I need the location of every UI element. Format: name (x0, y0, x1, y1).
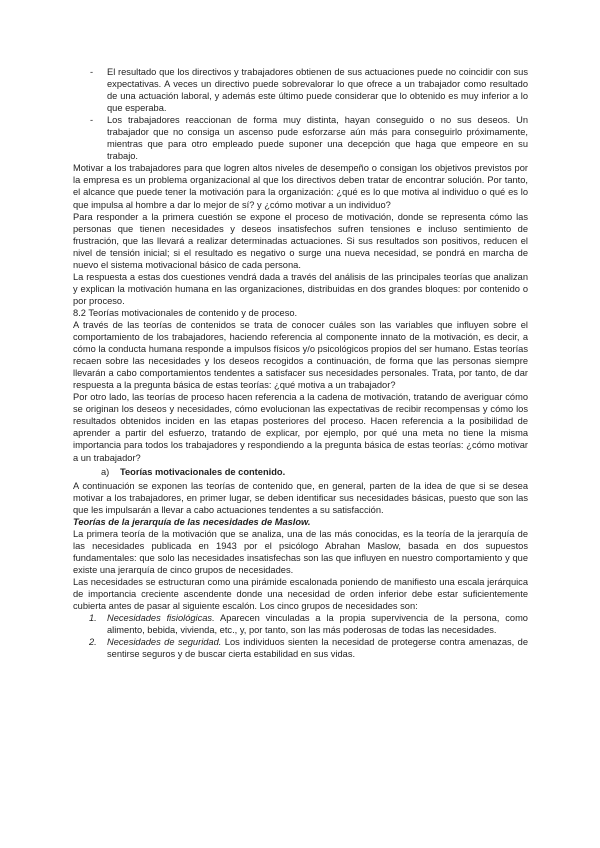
subsection-marker: a) (101, 466, 110, 477)
needs-item-term: Necesidades fisiológicas. (107, 613, 215, 624)
paragraph-motivation-process: Para responder a la primera cuestión se expone el proceso de motivación, donde se representa cómo las personas que tienen necesidades y deseos insatisfechos sufren tensiones e incluso sentimiento de frustración, que las llevará a realizar determinadas actuaciones. Si sus resultados son positivos, reducen el nivel de tensión inicial; si el resultado es negativo o surge una nueva necesidad, se pondrá en marcha de nuevo el sistema motivacional básico de cada persona. (73, 211, 528, 270)
paragraph-process-theories: Por otro lado, las teorías de proceso hacen referencia a la cadena de motivación, tratando de averiguar cómo se originan los deseos y necesidades, cómo evolucionan las expectativas de recibir recompensas y cómo los resultados obtenidos inciden en las etapas posteriores del proceso. Hacen referencia a la posibilidad de aprender a partir del esfuerzo, tratando de explicar, por ejemplo, por qué una meta no tiene la misma importancia para todos los trabajadores y respondiendo a la pregunta básica de estas teorías: ¿cómo motivar a un trabajador? (73, 392, 528, 463)
subsection-title: Teorías motivacionales de contenido. (120, 466, 286, 477)
needs-item-text: Aparecen vinculadas a la propia supervivencia de la persona, como alimento, bebida, vivienda, etc., y, por tanto, son las más poderosas de todas las necesidades. (107, 613, 528, 636)
bullet-item: - El resultado que los directivos y trabajadores obtienen de sus actuaciones puede no coincidir con sus expectativas. A veces un directivo puede sobrevalorar lo que ofrece a un trabajador como resultado de una actuación laboral, y además este último puede considerar que lo obtenido es muy inferior a lo que esperaba. (107, 66, 528, 114)
needs-item-number: 1. (89, 613, 97, 624)
section-title: 8.2 Teorías motivacionales de contenido y de proceso. (73, 307, 298, 318)
needs-item-number: 2. (89, 637, 97, 648)
paragraph-answer: La respuesta a estas dos cuestiones vendrá dada a través del análisis de las principales teorías que analizan y explican la motivación humana en las organizaciones, distribuidas en dos grandes bloques: por contenido o por proceso. (73, 271, 528, 306)
paragraph-content-intro: A continuación se exponen las teorías de contenido que, en general, parten de la idea de que si se desea motivar a los trabajadores, en primer lugar, se deben identificar sus necesidades básicas, puesto que son las que les impulsarán a llevar a cabo actuaciones tendentes a su satisfacción. (73, 480, 528, 515)
paragraph-pyramid: Las necesidades se estructuran como una pirámide escalonada poniendo de manifiesto una escala jerárquica de importancia creciente ascendente donde una necesidad de orden inferior debe estar suficientemente cubierta antes de pasar al siguiente escalón. Los cinco grupos de necesidades son: (73, 576, 528, 612)
paragraph-motivation-problem: Motivar a los trabajadores para que logren altos niveles de desempeño o consigan los objetivos previstos por la empresa es un problema organizacional al que los directivos deben tratar de encontrar solución. Por tanto, el alcance que puede tener la motivación para la organización: ¿qué es lo que motiva al individuo o qué es lo que impulsa al hombre a dar lo mejor de sí? y ¿cómo motivar a un individuo? (73, 163, 528, 210)
subsection-heading (101, 466, 528, 478)
maslow-title: Teorías de la jerarquía de las necesidades de Maslow. (73, 516, 311, 527)
paragraph-maslow-theory: La primera teoría de la motivación que se analiza, una de las más conocidas, es la teoría de la jerarquía de las necesidades publicada en 1943 por el psicólogo Abrahan Maslow, basada en dos supuestos fundamentales: que solo las necesidades insatisfechas son las que influyen en nuestro comportamiento y que existe una jerarquía de cinco grupos de necesidades. (73, 528, 528, 575)
needs-list (89, 612, 528, 660)
needs-item-text: Los individuos sienten la necesidad de protegerse contra amenazas, de sentirse seguros y de buscar cierta estabilidad en sus vidas. (107, 637, 528, 660)
paragraph-content-theories: A través de las teorías de contenidos se trata de conocer cuáles son las variables que influyen sobre el comportamiento de los trabajadores, haciendo referencia al componente innato de la motivación, es decir, a cómo la conducta humana responde a impulsos físicos y/o psicológicos propios del ser humano. Estas teorías recaen sobre las necesidades y los deseos recogidos a continuación, de forma que las personas siempre llevarán a cabo comportamientos tendentes a satisfacer sus necesidades personales. Trata, por tanto, de dar respuesta a la pregunta básica de estas teorías: ¿qué motiva a un trabajador? (73, 319, 528, 391)
needs-item-term: Necesidades de seguridad. (107, 637, 222, 648)
needs-item (89, 636, 528, 660)
bullet-item: - Los trabajadores reaccionan de forma muy distinta, hayan conseguido o no sus deseos. Un trabajador que no consiga un ascenso pude esforzarse aún más para conseguirlo próximamente, mientras que para otro empleado puede suponer una decepción que haga que empeore en su trabajo. (107, 114, 528, 162)
bullet-list (107, 66, 528, 162)
needs-item (89, 612, 528, 636)
